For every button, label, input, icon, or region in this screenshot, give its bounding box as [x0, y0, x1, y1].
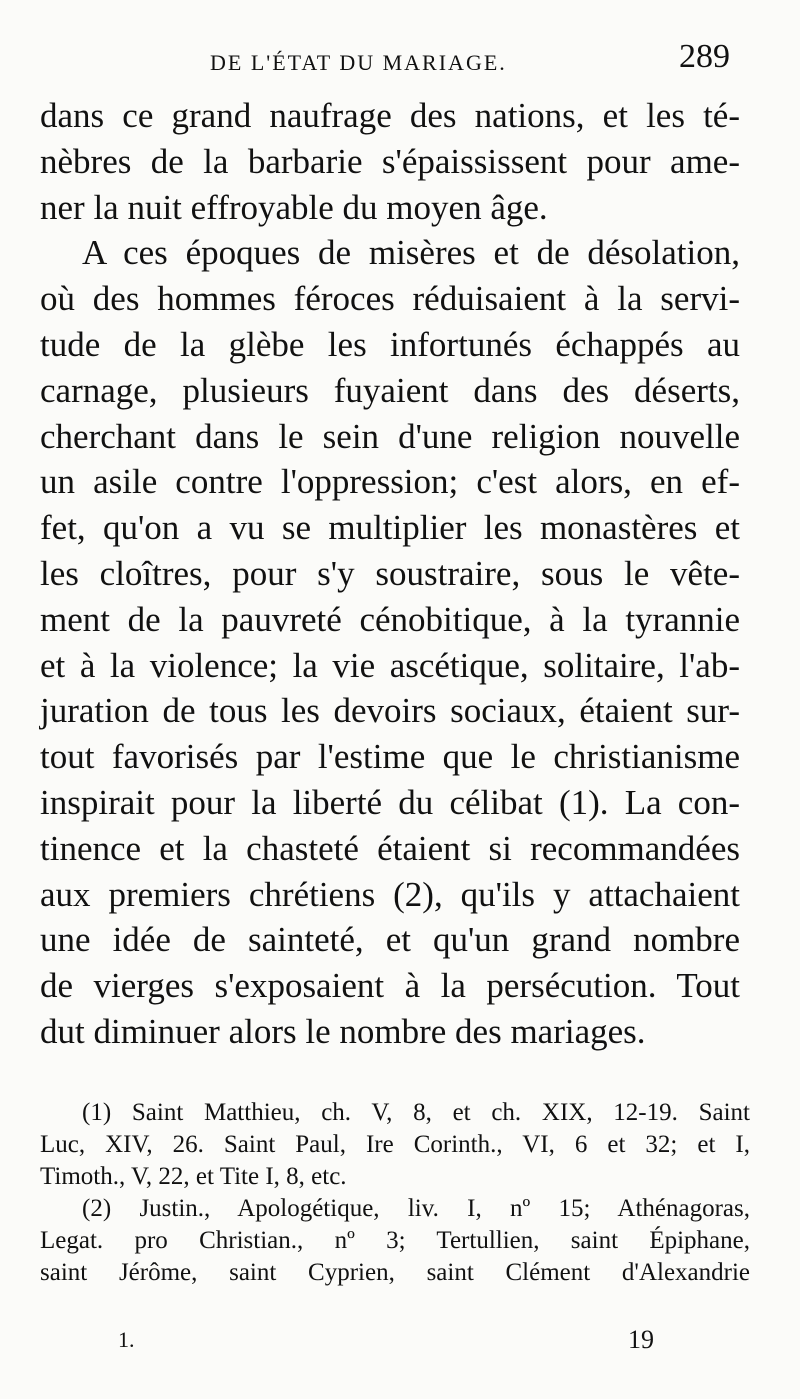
main-text — [40, 93, 740, 1055]
footnote-line: Legat. pro Christian., nº 3; Tertullien, saint Épiphane, — [40, 1227, 750, 1254]
footnotes — [40, 1097, 750, 1289]
footnote-line: Timoth., V, 22, et Tite I, 8, etc. — [40, 1163, 347, 1190]
page-footer — [0, 1325, 800, 1365]
running-head: DE L'ÉTAT DU MARIAGE. — [210, 50, 507, 75]
text-line: nèbres de la barbarie s'épaississent pour ame- — [40, 141, 740, 181]
text-line: et à la violence; la vie ascétique, solitaire, l'ab- — [40, 645, 740, 685]
page-number: 289 — [679, 38, 730, 75]
footnote-line: (1) Saint Matthieu, ch. V, 8, et ch. XIX, 12-19. Saint — [82, 1099, 750, 1126]
footnote-line: Luc, XIV, 26. Saint Paul, Ire Corinth., VI, 6 et 32; et I, — [40, 1131, 750, 1158]
text-line: tinence et la chasteté étaient si recommandées — [40, 828, 740, 868]
text-line: A ces époques de misères et de désolation, — [82, 233, 740, 273]
text-line: inspirait pour la liberté du célibat (1). La con- — [40, 782, 740, 822]
text-line: fet, qu'on a vu se multiplier les monastères et — [40, 508, 740, 548]
text-line: juration de tous les devoirs sociaux, étaient sur- — [40, 691, 740, 731]
text-line: dut diminuer alors le nombre des mariages. — [40, 1011, 646, 1051]
page-header — [0, 38, 800, 88]
text-line: ment de la pauvreté cénobitique, à la tyrannie — [40, 599, 740, 639]
text-line: les cloîtres, pour s'y soustraire, sous le vête- — [40, 553, 740, 593]
text-line: de vierges s'exposaient à la persécution. Tout — [40, 966, 740, 1006]
text-line: un asile contre l'oppression; c'est alors, en ef- — [40, 462, 740, 502]
footnote-line: saint Jérôme, saint Cyprien, saint Clément d'Alexandrie — [40, 1259, 750, 1286]
text-line: tude de la glèbe les infortunés échappés au — [40, 324, 740, 364]
text-line: cherchant dans le sein d'une religion nouvelle — [40, 416, 740, 456]
text-line: où des hommes féroces réduisaient à la servi- — [40, 279, 740, 319]
text-line: une idée de sainteté, et qu'un grand nombre — [40, 920, 740, 960]
text-line: ner la nuit effroyable du moyen âge. — [40, 187, 548, 227]
text-line: tout favorisés par l'estime que le christianisme — [40, 737, 740, 777]
text-line: carnage, plusieurs fuyaient dans des déserts, — [40, 370, 740, 410]
footnote-line: (2) Justin., Apologétique, liv. I, nº 15; Athénagoras, — [82, 1195, 750, 1222]
text-line: aux premiers chrétiens (2), qu'ils y attachaient — [40, 874, 740, 914]
signature-mark: 1. — [118, 1327, 135, 1352]
gathering-number: 19 — [628, 1325, 654, 1354]
text-line: dans ce grand naufrage des nations, et les té- — [40, 96, 740, 135]
